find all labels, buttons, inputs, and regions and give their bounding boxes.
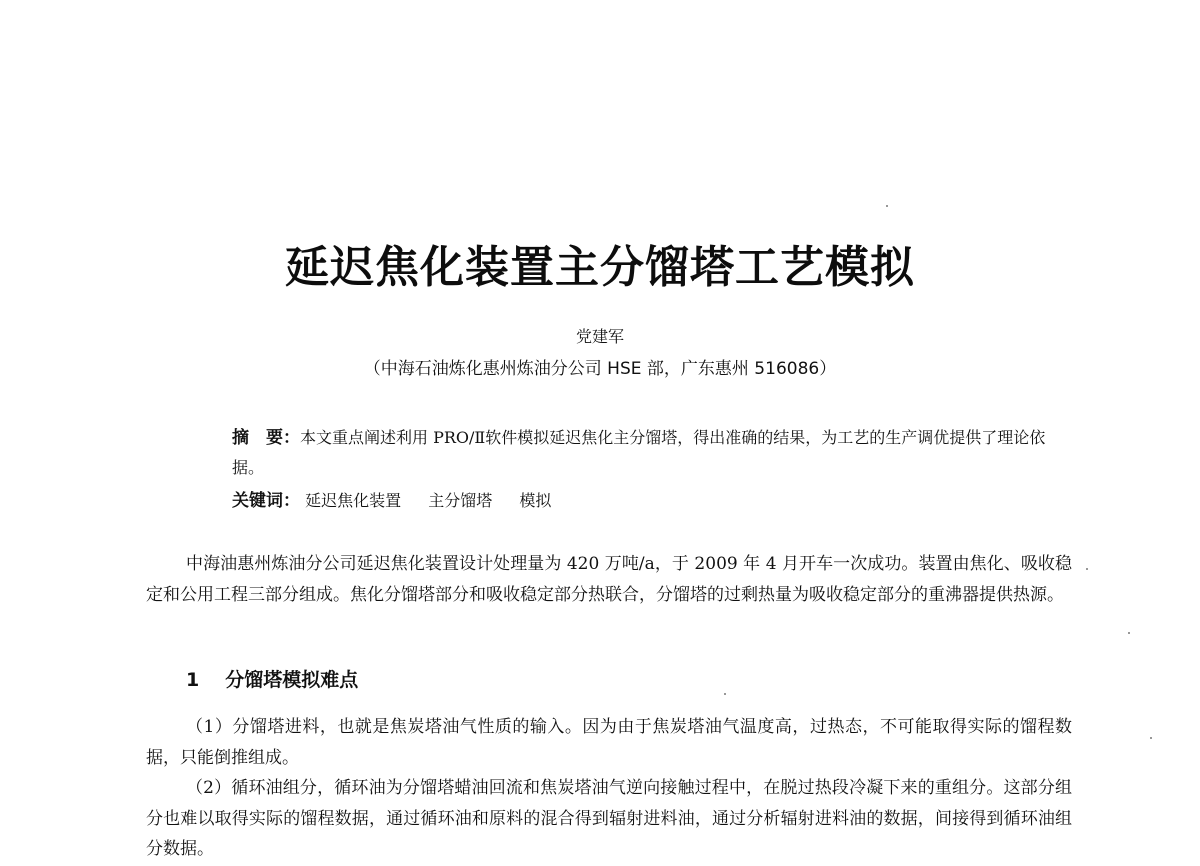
scan-speck (1150, 737, 1152, 739)
scan-speck (1086, 568, 1088, 570)
abstract-label: 摘 要： (232, 428, 300, 448)
keyword-item: 主分馏塔 (428, 491, 493, 510)
paper-title: 延迟焦化装置主分馏塔工艺模拟 (285, 242, 915, 293)
scan-speck (886, 205, 888, 207)
author-affiliation: （中海石油炼化惠州炼油分公司 HSE 部，广东惠州 516086） (363, 359, 837, 379)
intro-paragraph: 中海油惠州炼油分公司延迟焦化装置设计处理量为 420 万吨/a，于 2009 年 4 月开车一次成功。装置由焦化、吸收稳定和公用工程三部分组成。焦化分馏塔部分和吸收稳定部分热联合，分馏塔的过剩热量为吸收稳定部分的重沸器提供热源。 (146, 554, 1072, 605)
keywords-label: 关键词： (232, 491, 300, 511)
scan-speck (1128, 632, 1130, 634)
keyword-item: 模拟 (519, 491, 552, 510)
section-title: 分馏塔模拟难点 (225, 669, 359, 691)
abstract-paragraph (186, 423, 1056, 483)
abstract-text: 本文重点阐述利用 PRO/Ⅱ软件模拟延迟焦化主分馏塔，得出准确的结果，为工艺的生产调优提供了理论依据。 (232, 428, 1046, 477)
list-item: （2）循环油组分，循环油为分馏塔蜡油回流和焦炭塔油气逆向接触过程中，在脱过热段冷凝下来的重组分。这部分组分也难以取得实际的馏程数据，通过循环油和原料的混合得到辐射进料油，通过分析辐射进料油的数据，间接得到循环油组分数据。 (146, 778, 1072, 859)
section-number: 1 (186, 669, 200, 691)
author-name: 党建军 (575, 327, 624, 346)
list-item: （1）分馏塔进料，也就是焦炭塔油气性质的输入。因为由于焦炭塔油气温度高，过热态，不可能取得实际的馏程数据，只能倒推组成。 (146, 717, 1072, 768)
keywords-line (232, 487, 573, 515)
keyword-item: 延迟焦化装置 (305, 491, 402, 510)
section-heading (186, 666, 358, 694)
abstract-block (186, 423, 1056, 483)
scan-speck (724, 693, 726, 695)
